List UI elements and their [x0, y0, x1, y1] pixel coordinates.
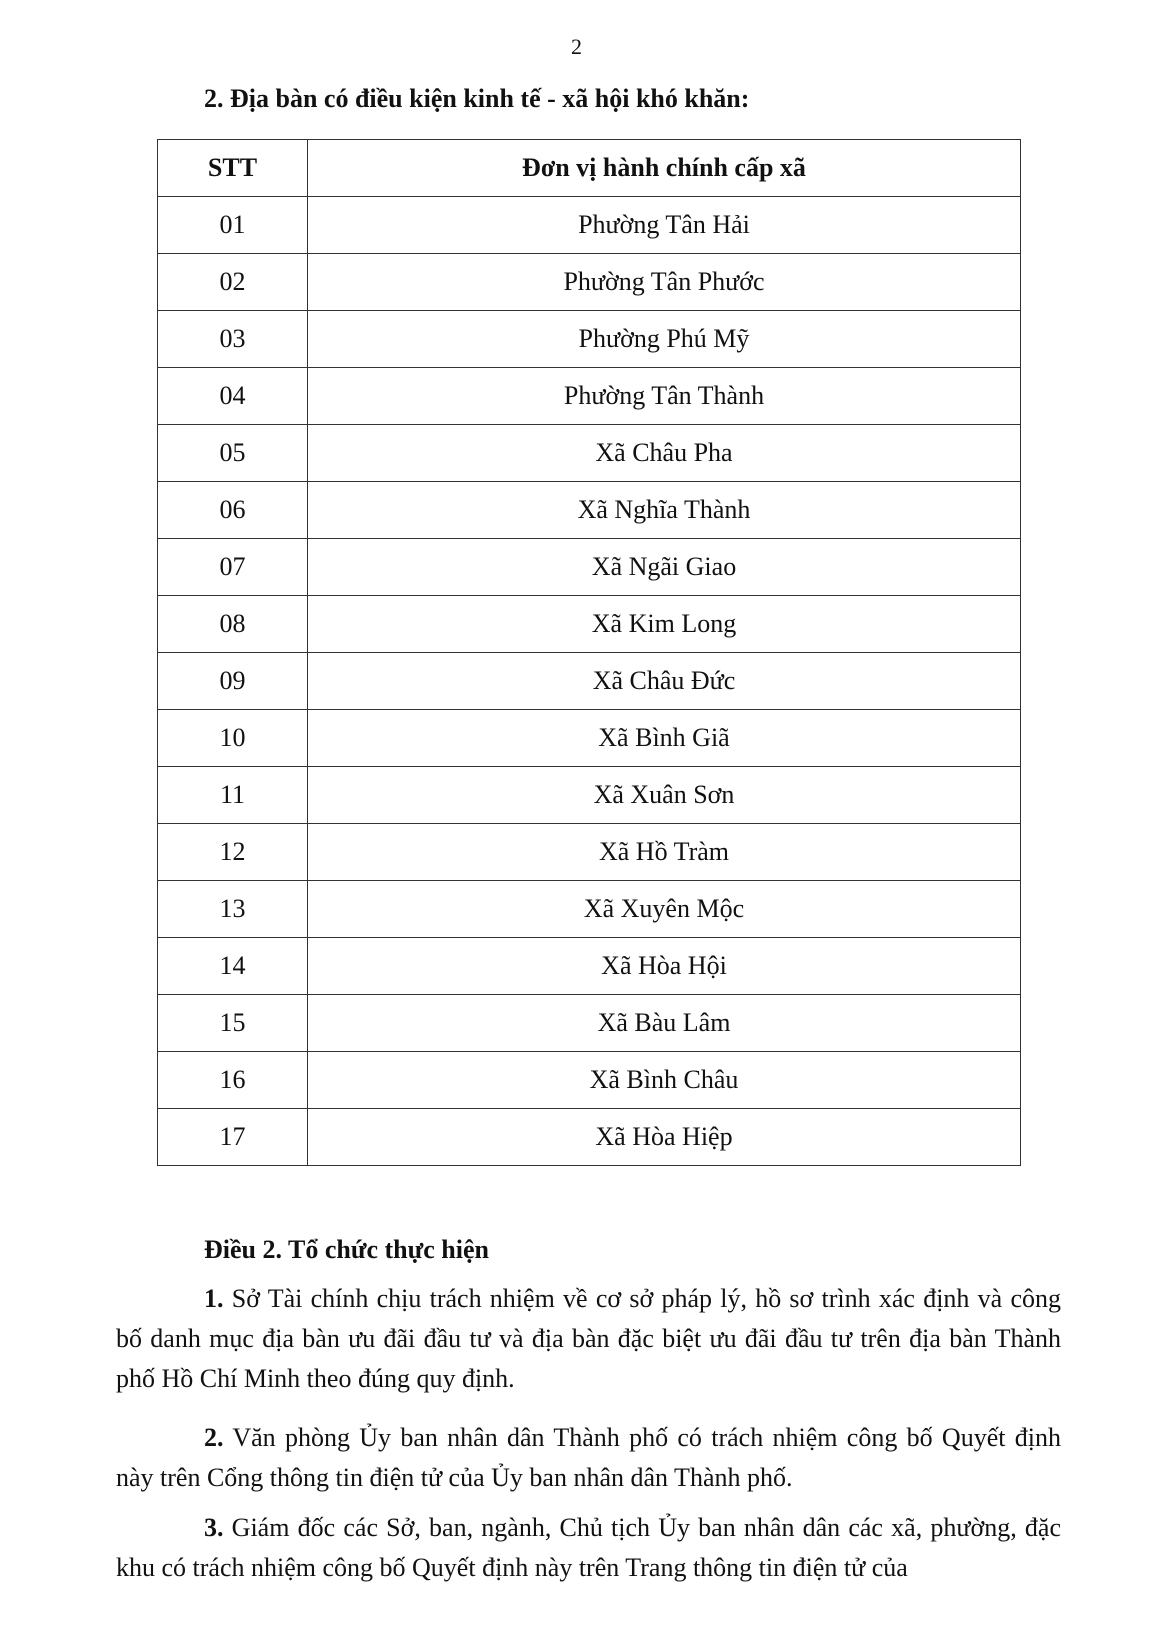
paragraph-text: Sở Tài chính chịu trách nhiệm về cơ sở pháp lý, hồ sơ trình xác định và công bố danh mục địa bàn ưu đãi đầu tư và địa bàn đặc biệt ưu đãi đầu tư trên địa bàn Thành phố Hồ Chí Minh theo đúng quy định. — [116, 1284, 1061, 1393]
table-row — [158, 653, 1021, 710]
row-unit-name: Xã Châu Đức — [308, 653, 1021, 710]
paragraph-number: 2. — [204, 1423, 224, 1452]
row-unit-name: Xã Hòa Hội — [308, 938, 1021, 995]
paragraph-text: Giám đốc các Sở, ban, ngành, Chủ tịch Ủy ban nhân dân các xã, phường, đặc khu có trách nhiệm công bố Quyết định này trên Trang thông tin điện tử của — [116, 1513, 1061, 1582]
section-heading: 2. Địa bàn có điều kiện kinh tế - xã hội khó khăn: — [204, 84, 750, 113]
paragraph-text: Văn phòng Ủy ban nhân dân Thành phố có trách nhiệm công bố Quyết định này trên Cổng thông tin điện tử của Ủy ban nhân dân Thành phố. — [116, 1423, 1061, 1492]
article-heading: Điều 2. Tổ chức thực hiện — [204, 1235, 489, 1264]
row-unit-name: Xã Châu Pha — [308, 425, 1021, 482]
row-unit-name: Phường Tân Thành — [308, 368, 1021, 425]
row-stt: 08 — [158, 596, 308, 653]
paragraph-number: 1. — [204, 1284, 224, 1313]
table-row — [158, 824, 1021, 881]
column-header-unit: Đơn vị hành chính cấp xã — [308, 140, 1021, 197]
administrative-units-table — [157, 139, 1021, 1166]
table-row — [158, 1109, 1021, 1166]
row-unit-name: Xã Xuân Sơn — [308, 767, 1021, 824]
table-row — [158, 368, 1021, 425]
page-number: 2 — [571, 34, 582, 59]
row-unit-name: Xã Kim Long — [308, 596, 1021, 653]
table-row — [158, 938, 1021, 995]
row-stt: 01 — [158, 197, 308, 254]
row-stt: 15 — [158, 995, 308, 1052]
row-unit-name: Xã Nghĩa Thành — [308, 482, 1021, 539]
paragraph-2 — [116, 1418, 1061, 1498]
row-unit-name: Xã Hòa Hiệp — [308, 1109, 1021, 1166]
row-stt: 12 — [158, 824, 308, 881]
table-row — [158, 425, 1021, 482]
row-stt: 03 — [158, 311, 308, 368]
row-stt: 16 — [158, 1052, 308, 1109]
row-stt: 04 — [158, 368, 308, 425]
row-stt: 10 — [158, 710, 308, 767]
table-row — [158, 881, 1021, 938]
table-row — [158, 1052, 1021, 1109]
row-stt: 09 — [158, 653, 308, 710]
row-unit-name: Xã Bình Châu — [308, 1052, 1021, 1109]
row-stt: 11 — [158, 767, 308, 824]
table-row — [158, 482, 1021, 539]
row-unit-name: Phường Tân Hải — [308, 197, 1021, 254]
row-unit-name: Xã Bình Giã — [308, 710, 1021, 767]
row-stt: 07 — [158, 539, 308, 596]
row-unit-name: Xã Xuyên Mộc — [308, 881, 1021, 938]
row-unit-name: Xã Hồ Tràm — [308, 824, 1021, 881]
table-row — [158, 995, 1021, 1052]
row-stt: 06 — [158, 482, 308, 539]
row-unit-name: Xã Ngãi Giao — [308, 539, 1021, 596]
row-stt: 13 — [158, 881, 308, 938]
row-stt: 02 — [158, 254, 308, 311]
table-row — [158, 596, 1021, 653]
row-stt: 14 — [158, 938, 308, 995]
column-header-stt: STT — [158, 140, 308, 197]
table-row — [158, 710, 1021, 767]
row-unit-name: Phường Tân Phước — [308, 254, 1021, 311]
row-unit-name: Xã Bàu Lâm — [308, 995, 1021, 1052]
row-stt: 05 — [158, 425, 308, 482]
table-row — [158, 767, 1021, 824]
paragraph-3 — [116, 1508, 1061, 1588]
table-body — [158, 197, 1021, 1166]
table-header-row — [158, 140, 1021, 197]
table-row — [158, 197, 1021, 254]
row-stt: 17 — [158, 1109, 308, 1166]
paragraph-1 — [116, 1279, 1061, 1399]
row-unit-name: Phường Phú Mỹ — [308, 311, 1021, 368]
table-row — [158, 254, 1021, 311]
table-row — [158, 311, 1021, 368]
paragraph-number: 3. — [204, 1513, 224, 1542]
table-row — [158, 539, 1021, 596]
